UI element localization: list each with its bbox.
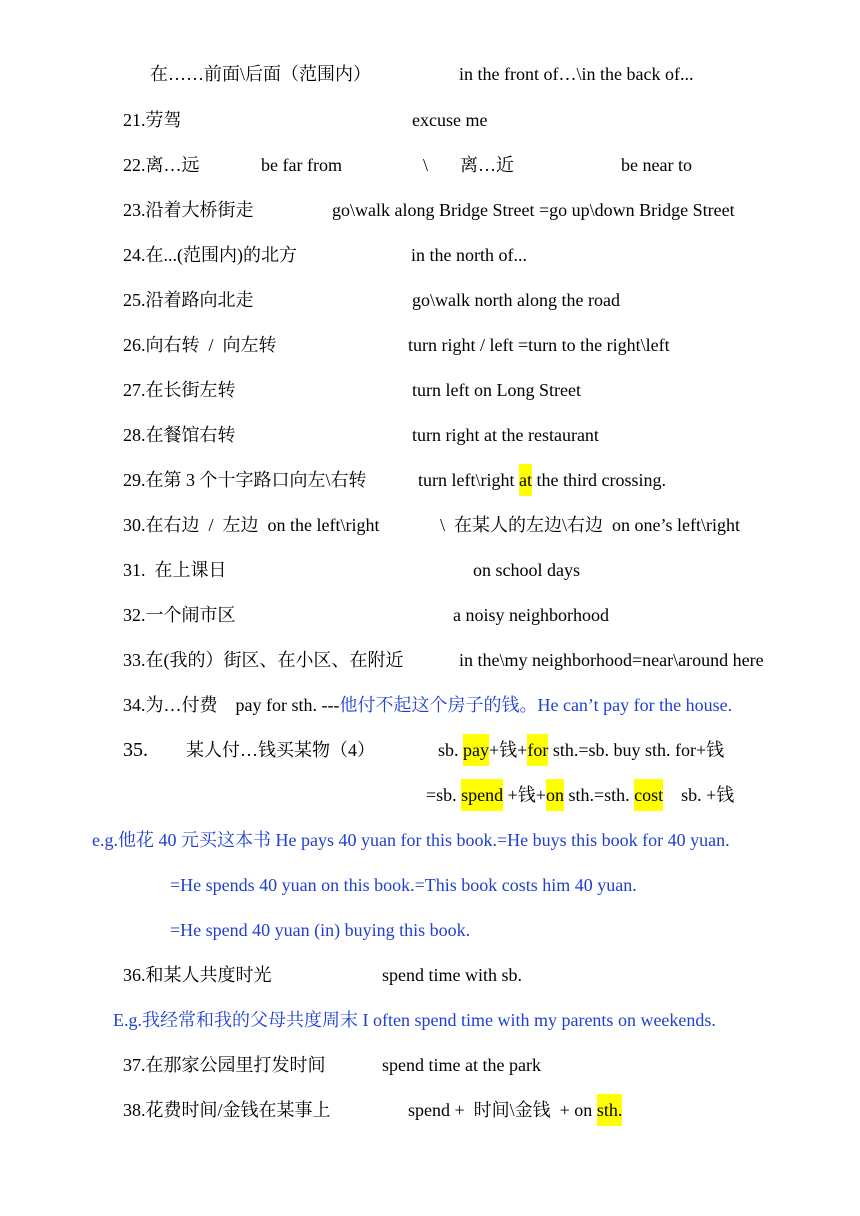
text-segment: =He spends 40 yuan on this book.=This book costs him 40 yuan.	[170, 875, 637, 895]
text-line-l37	[0, 1049, 860, 1094]
text-segment: 32.一个闹市区	[123, 605, 236, 625]
highlighted-term: spend	[461, 779, 503, 811]
text-line-l24	[0, 239, 860, 284]
text-segment: 25.沿着路向北走	[123, 290, 254, 310]
text-line-le2	[0, 869, 860, 914]
text-line-l29	[0, 464, 860, 509]
text-line-l26	[0, 329, 860, 374]
text-segment: +钱+	[489, 740, 528, 760]
text-segment: go\walk north along the road	[412, 290, 620, 310]
text-segment: 29.在第 3 个十字路口向左\右转	[123, 470, 367, 490]
highlighted-term: at	[519, 464, 532, 496]
text-segment: =sb.	[426, 785, 462, 805]
highlighted-term: sth.	[597, 1094, 623, 1126]
text-segment: in the\my neighborhood=near\around here	[459, 650, 764, 670]
text-segment: 离…近	[460, 155, 514, 175]
text-segment: 33.在(我的）街区、在小区、在附近	[123, 650, 404, 670]
text-segment: sth.=sb. buy sth. for+钱	[548, 740, 725, 760]
text-segment: \	[423, 155, 429, 175]
text-segment: 31. 在上课日	[123, 560, 227, 580]
text-line-l34	[0, 689, 860, 734]
text-line-l33	[0, 644, 860, 689]
text-segment: in the north of...	[411, 245, 527, 265]
text-segment: 21.劳驾	[123, 110, 182, 130]
text-line-l30	[0, 509, 860, 554]
text-segment: turn right at the restaurant	[412, 425, 599, 445]
text-line-l21	[0, 104, 860, 149]
text-line-l28	[0, 419, 860, 464]
text-segment: =He spend 40 yuan (in) buying this book.	[170, 920, 471, 940]
text-segment: \ 在某人的左边\右边 on one’s left\right	[440, 515, 740, 535]
text-segment: excuse me	[412, 110, 488, 130]
text-segment: a noisy neighborhood	[453, 605, 609, 625]
text-segment: 27.在长街左转	[123, 380, 236, 400]
text-segment: 在……前面\后面（范围内）	[150, 64, 371, 84]
text-segment: turn left\right	[418, 470, 519, 490]
text-line-le4	[0, 1004, 860, 1049]
text-line-l22	[0, 149, 860, 194]
text-segment: 37.在那家公园里打发时间	[123, 1055, 326, 1075]
text-line-l31	[0, 554, 860, 599]
text-segment: 23.沿着大桥街走	[123, 200, 254, 220]
text-segment: 22.离…远	[123, 155, 200, 175]
highlighted-term: for	[527, 734, 548, 766]
text-segment: spend time at the park	[382, 1055, 541, 1075]
text-segment: e.g.他花 40 元买这本书 He pays 40 yuan for this book.=He buys this book for 40 yuan.	[92, 830, 730, 850]
text-segment: 34.为…付费 pay for sth. ---	[123, 695, 340, 715]
text-line-l23	[0, 194, 860, 239]
text-segment: 28.在餐馆右转	[123, 425, 236, 445]
text-segment: on school days	[473, 560, 580, 580]
text-line-le1	[0, 824, 860, 869]
text-segment: 24.在...(范围内)的北方	[123, 245, 297, 265]
text-line-l27	[0, 374, 860, 419]
text-segment: be near to	[621, 155, 692, 175]
text-segment: turn left on Long Street	[412, 380, 581, 400]
text-line-l20	[0, 58, 860, 103]
text-segment: 26.向右转 / 向左转	[123, 335, 277, 355]
text-segment: 36.和某人共度时光	[123, 965, 272, 985]
highlighted-term: cost	[634, 779, 663, 811]
text-segment: sb. +钱	[663, 785, 735, 805]
text-line-l35	[0, 734, 860, 779]
text-line-l38	[0, 1094, 860, 1139]
text-segment: spend time with sb.	[382, 965, 522, 985]
text-segment: 35.	[123, 739, 148, 761]
text-segment: spend + 时间\金钱 + on	[408, 1100, 597, 1120]
text-line-l36	[0, 959, 860, 1004]
text-segment: in the front of…\in the back of...	[459, 64, 694, 84]
highlighted-term: pay	[463, 734, 489, 766]
text-segment: E.g.我经常和我的父母共度周末 I often spend time with my parents on weekends.	[113, 1010, 716, 1030]
text-segment: be far from	[261, 155, 342, 175]
text-segment: 38.花费时间/金钱在某事上	[123, 1100, 331, 1120]
text-segment: go\walk along Bridge Street =go up\down Bridge Street	[332, 200, 735, 220]
text-segment: the third crossing.	[531, 470, 666, 490]
text-segment: 某人付…钱买某物（4）	[186, 740, 375, 760]
text-line-l32	[0, 599, 860, 644]
text-segment: turn right / left =turn to the right\left	[408, 335, 670, 355]
text-segment: sth.=sth.	[563, 785, 635, 805]
text-segment: 30.在右边 / 左边 on the left\right	[123, 515, 380, 535]
text-segment: sb.	[438, 740, 464, 760]
text-line-l35b	[0, 779, 860, 824]
text-line-le3	[0, 914, 860, 959]
highlighted-term: on	[546, 779, 564, 811]
text-segment: 他付不起这个房子的钱。He can’t pay for the house.	[339, 695, 733, 715]
text-segment: +钱+	[503, 785, 546, 805]
text-line-l25	[0, 284, 860, 329]
